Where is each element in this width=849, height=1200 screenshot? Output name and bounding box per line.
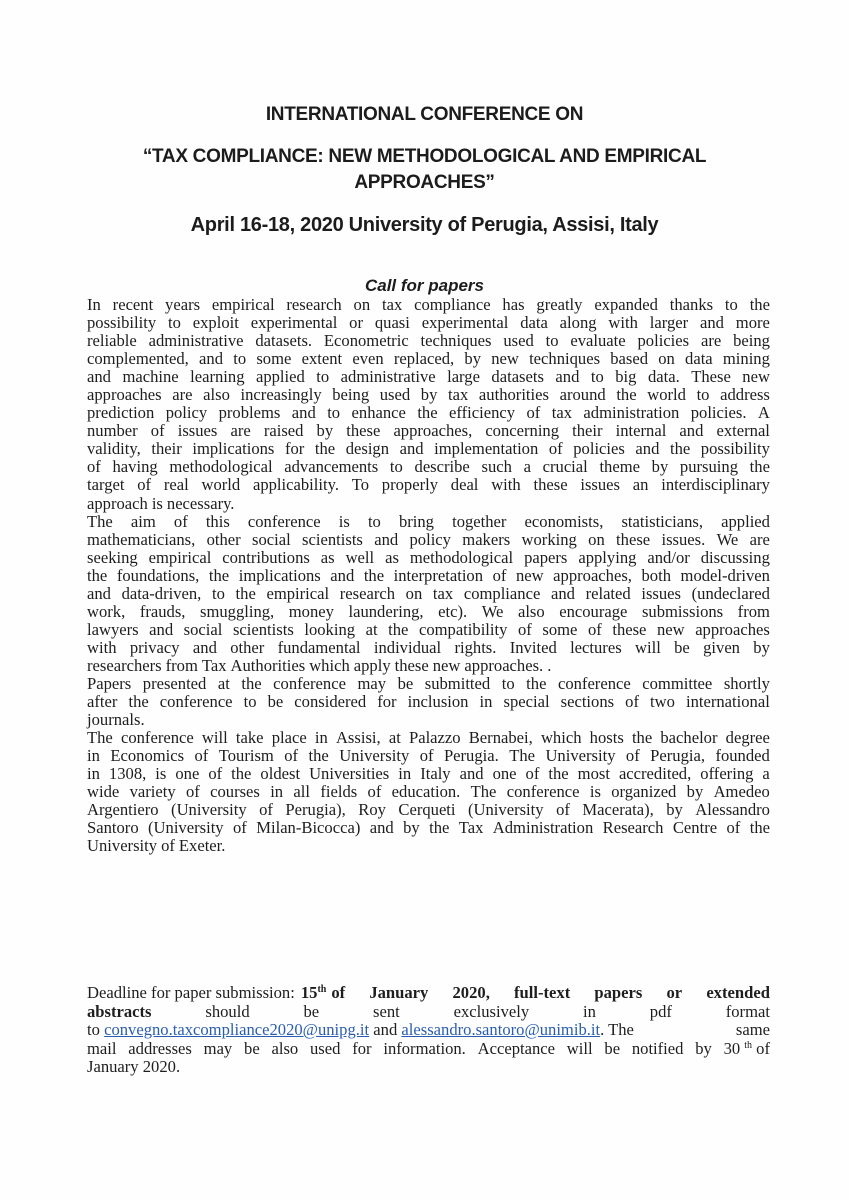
paragraph-intro xyxy=(87,296,770,513)
conference-title-line2: APPROACHES” xyxy=(354,172,495,193)
text-line: lawyers and social scientists looking at the compatibility of some of these new approaches xyxy=(87,619,770,639)
text-line: and data-driven, to the empirical research on tax compliance and related issues (undeclared xyxy=(87,583,770,603)
text-line: after the conference to be considered for inclusion in special sections of two international xyxy=(87,692,770,712)
text-line: University of Exeter. xyxy=(87,836,226,856)
abstracts-bold: abstracts xyxy=(87,1001,152,1021)
text-line: possibility to exploit experimental or quasi experimental data along with larger and more xyxy=(87,313,770,333)
text-line: Papers presented at the conference may be submitted to the conference committee shortly xyxy=(87,673,770,693)
text-line: journals. xyxy=(87,710,145,730)
text-line: In recent years empirical research on tax compliance has greatly expanded thanks to the xyxy=(87,295,770,314)
text-line: wide variety of courses in all fields of education. The conference is organized by Amedeo xyxy=(87,782,770,802)
conference-date-location: April 16-18, 2020 University of Perugia, Assisi, Italy xyxy=(190,214,659,236)
conference-title-line1: “TAX COMPLIANCE: NEW METHODOLOGICAL AND EMPIRICAL xyxy=(142,146,707,167)
deadline-line-2: abstracts should be sent exclusively in pdf format xyxy=(87,1001,770,1021)
paragraph-venue xyxy=(87,729,770,855)
deadline-line-1 xyxy=(87,984,770,1003)
text-line: The aim of this conference is to bring together economists, statisticians, applied xyxy=(87,511,770,531)
email-link-santoro[interactable]: alessandro.santoro@unimib.it xyxy=(401,1020,601,1039)
conference-heading-line1: INTERNATIONAL CONFERENCE ON xyxy=(265,104,584,125)
text-line: number of issues are raised by these approaches, concerning their internal and external xyxy=(87,421,770,441)
deadline-line-4: mail addresses may be also used for information. Acceptance will be notified by 30 $^{th}$ of xyxy=(87,1038,770,1058)
text-line: and machine learning applied to administrative large datasets and to big data. These new xyxy=(87,367,770,387)
paragraph-aim xyxy=(87,513,770,675)
call-for-papers-title: Call for papers xyxy=(364,276,485,295)
deadline-intro: Deadline for paper submission: xyxy=(87,983,295,1002)
text-line: work, frauds, smuggling, money laundering, etc). We also encourage submissions from xyxy=(87,601,770,621)
text-line: in 1308, is one of the oldest Universities in Italy and one of the most accredited, offering a xyxy=(87,764,770,784)
text-line: researchers from Tax Authorities which apply these new approaches. . xyxy=(87,655,552,675)
deadline-date-rest: of January 2020, full-text papers or extended xyxy=(331,983,770,1002)
paragraph-publication xyxy=(87,675,770,729)
text-line: complemented, and to some extent even replaced, by new techniques based on data mining xyxy=(87,349,770,369)
text-line: mathematicians, other social scientists and policy makers working on these issues. We are xyxy=(87,529,770,549)
deadline-line-5: January 2020. xyxy=(87,1057,181,1076)
text-line: in Economics of Tourism of the University of Perugia. The University of Perugia, founded xyxy=(87,746,770,766)
text-line: reliable administrative datasets. Econometric techniques used to evaluate policies are being xyxy=(87,331,770,351)
deadline-date: 15th of January 2020, full-text papers or extended xyxy=(300,983,770,1002)
text-line: the foundations, the implications and the interpretation of new approaches, both model-driven xyxy=(87,565,770,585)
text-line: approaches are also increasingly being used by tax authorities around the world to address xyxy=(87,385,770,405)
text-line: prediction policy problems and to enhance the efficiency of tax administration policies. A xyxy=(87,403,770,423)
text-line: of having methodological advancements to describe such a crucial theme by pursuing the xyxy=(87,457,770,477)
text-line: The conference will take place in Assisi, at Palazzo Bernabei, which hosts the bachelor degree xyxy=(87,728,770,748)
text-line: with privacy and other fundamental individual rights. Invited lectures will be given by xyxy=(87,637,770,657)
body-text xyxy=(87,296,770,855)
text-line: Argentiero (University of Perugia), Roy Cerqueti (University of Macerata), by Alessandro xyxy=(87,800,770,820)
text-line: seeking empirical contributions as well as methodological papers applying and/or discussing xyxy=(87,547,770,567)
deadline-paragraph xyxy=(87,984,770,1077)
text-line: Santoro (University of Milan-Bicocca) and by the Tax Administration Research Centre of the xyxy=(87,818,770,838)
text-line: target of real world applicability. To properly deal with these issues an interdisciplinary xyxy=(87,475,770,495)
deadline-line-3: to convegno.taxcompliance2020@unipg.it and alessandro.santoro@unimib.it. The same xyxy=(87,1020,770,1039)
text-line: approach is necessary. xyxy=(87,493,235,513)
text-line: validity, their implications for the design and implementation of policies and the possibility xyxy=(87,439,770,459)
email-link-convegno[interactable]: convegno.taxcompliance2020@unipg.it xyxy=(104,1020,370,1039)
